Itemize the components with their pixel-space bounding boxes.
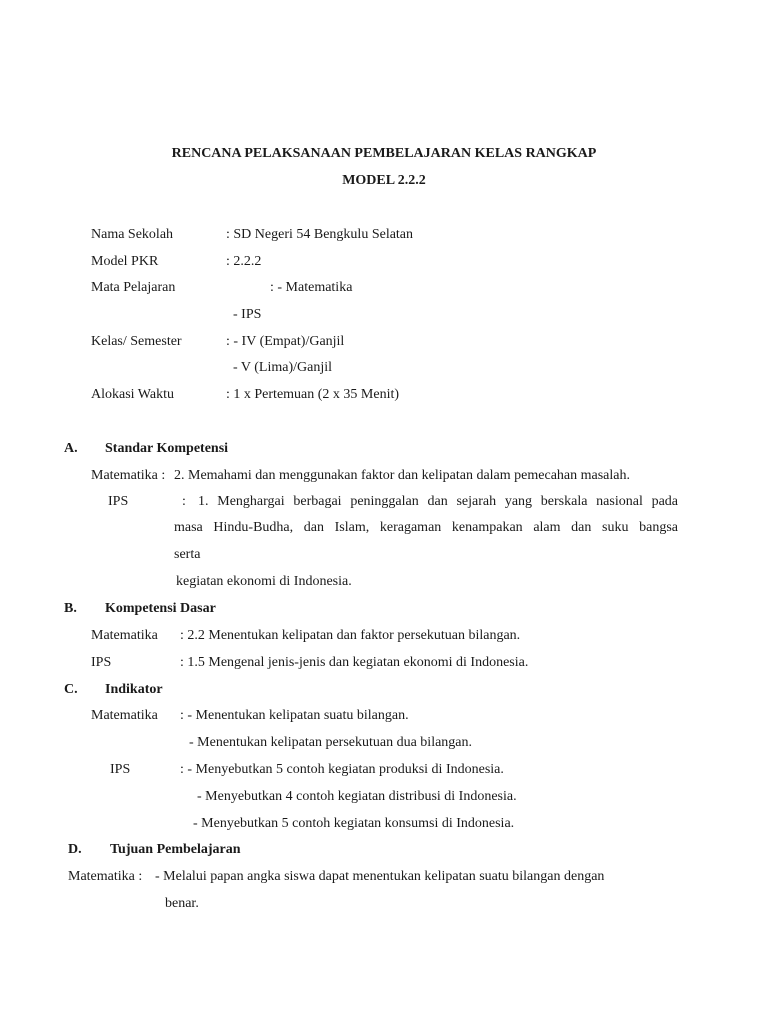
time-label: Alokasi Waktu: [91, 387, 174, 402]
section-d-letter: D.: [68, 842, 82, 857]
section-b-math-label: Matematika: [91, 628, 158, 643]
section-b-letter: B.: [64, 601, 77, 616]
section-d-heading: Tujuan Pembelajaran: [110, 842, 241, 857]
subject-value-1: : - Matematika: [270, 280, 353, 295]
section-a-ips-line-4: kegiatan ekonomi di Indonesia.: [176, 574, 352, 589]
section-c-math-item-2: - Menentukan kelipatan persekutuan dua bilangan.: [189, 735, 473, 750]
section-a-letter: A.: [64, 441, 78, 456]
school-value: : SD Negeri 54 Bengkulu Selatan: [226, 227, 414, 242]
section-c-heading: Indikator: [105, 682, 163, 697]
section-b-heading: Kompetensi Dasar: [105, 601, 216, 616]
section-b-ips-text: : 1.5 Mengenal jenis-jenis dan kegiatan ekonomi di Indonesia.: [180, 655, 529, 670]
section-a-heading: Standar Kompetensi: [105, 441, 229, 456]
model-label: Model PKR: [91, 254, 159, 269]
document-subtitle: MODEL 2.2.2: [342, 173, 426, 188]
subject-value-2: - IPS: [233, 307, 262, 322]
section-a-ips-line-2: masa Hindu-Budha, dan Islam, keragaman kenampakan alam dan suku bangsa: [174, 520, 678, 535]
section-c-math-item-1: : - Menentukan kelipatan suatu bilangan.: [180, 708, 409, 723]
section-a-math-text: 2. Memahami dan menggunakan faktor dan kelipatan dalam pemecahan masalah.: [174, 468, 630, 483]
section-c-ips-item-1: : - Menyebutkan 5 contoh kegiatan produksi di Indonesia.: [180, 762, 504, 777]
section-c-letter: C.: [64, 682, 78, 697]
subject-label: Mata Pelajaran: [91, 280, 176, 295]
section-a-ips-line-3: serta: [174, 547, 201, 562]
school-label: Nama Sekolah: [91, 227, 174, 242]
document-title: RENCANA PELAKSANAAN PEMBELAJARAN KELAS RANGKAP: [171, 146, 597, 161]
class-value-2: - V (Lima)/Ganjil: [233, 360, 333, 375]
section-a-ips-colon: :: [182, 494, 186, 509]
model-value: : 2.2.2: [226, 254, 262, 269]
class-label: Kelas/ Semester: [91, 334, 182, 349]
section-c-math-label: Matematika: [91, 708, 158, 723]
section-d-math-line-1: - Melalui papan angka siswa dapat menentukan kelipatan suatu bilangan dengan: [155, 869, 605, 884]
section-b-math-text: : 2.2 Menentukan kelipatan dan faktor persekutuan bilangan.: [180, 628, 521, 643]
time-value: : 1 x Pertemuan (2 x 35 Menit): [226, 387, 400, 402]
class-value-1: : - IV (Empat)/Ganjil: [226, 334, 345, 349]
section-a-ips-line-1: 1. Menghargai berbagai peninggalan dan sejarah yang berskala nasional pada: [198, 494, 678, 509]
section-c-ips-item-3: - Menyebutkan 5 contoh kegiatan konsumsi di Indonesia.: [193, 816, 515, 831]
section-b-ips-label: IPS: [91, 655, 112, 670]
section-c-ips-label: IPS: [110, 762, 131, 777]
section-d-math-line-2: benar.: [165, 896, 199, 911]
section-d-math-label: Matematika :: [68, 869, 143, 884]
section-c-ips-item-2: - Menyebutkan 4 contoh kegiatan distribusi di Indonesia.: [197, 789, 517, 804]
section-a-math-label: Matematika :: [91, 468, 166, 483]
section-a-ips-label: IPS: [108, 494, 129, 509]
